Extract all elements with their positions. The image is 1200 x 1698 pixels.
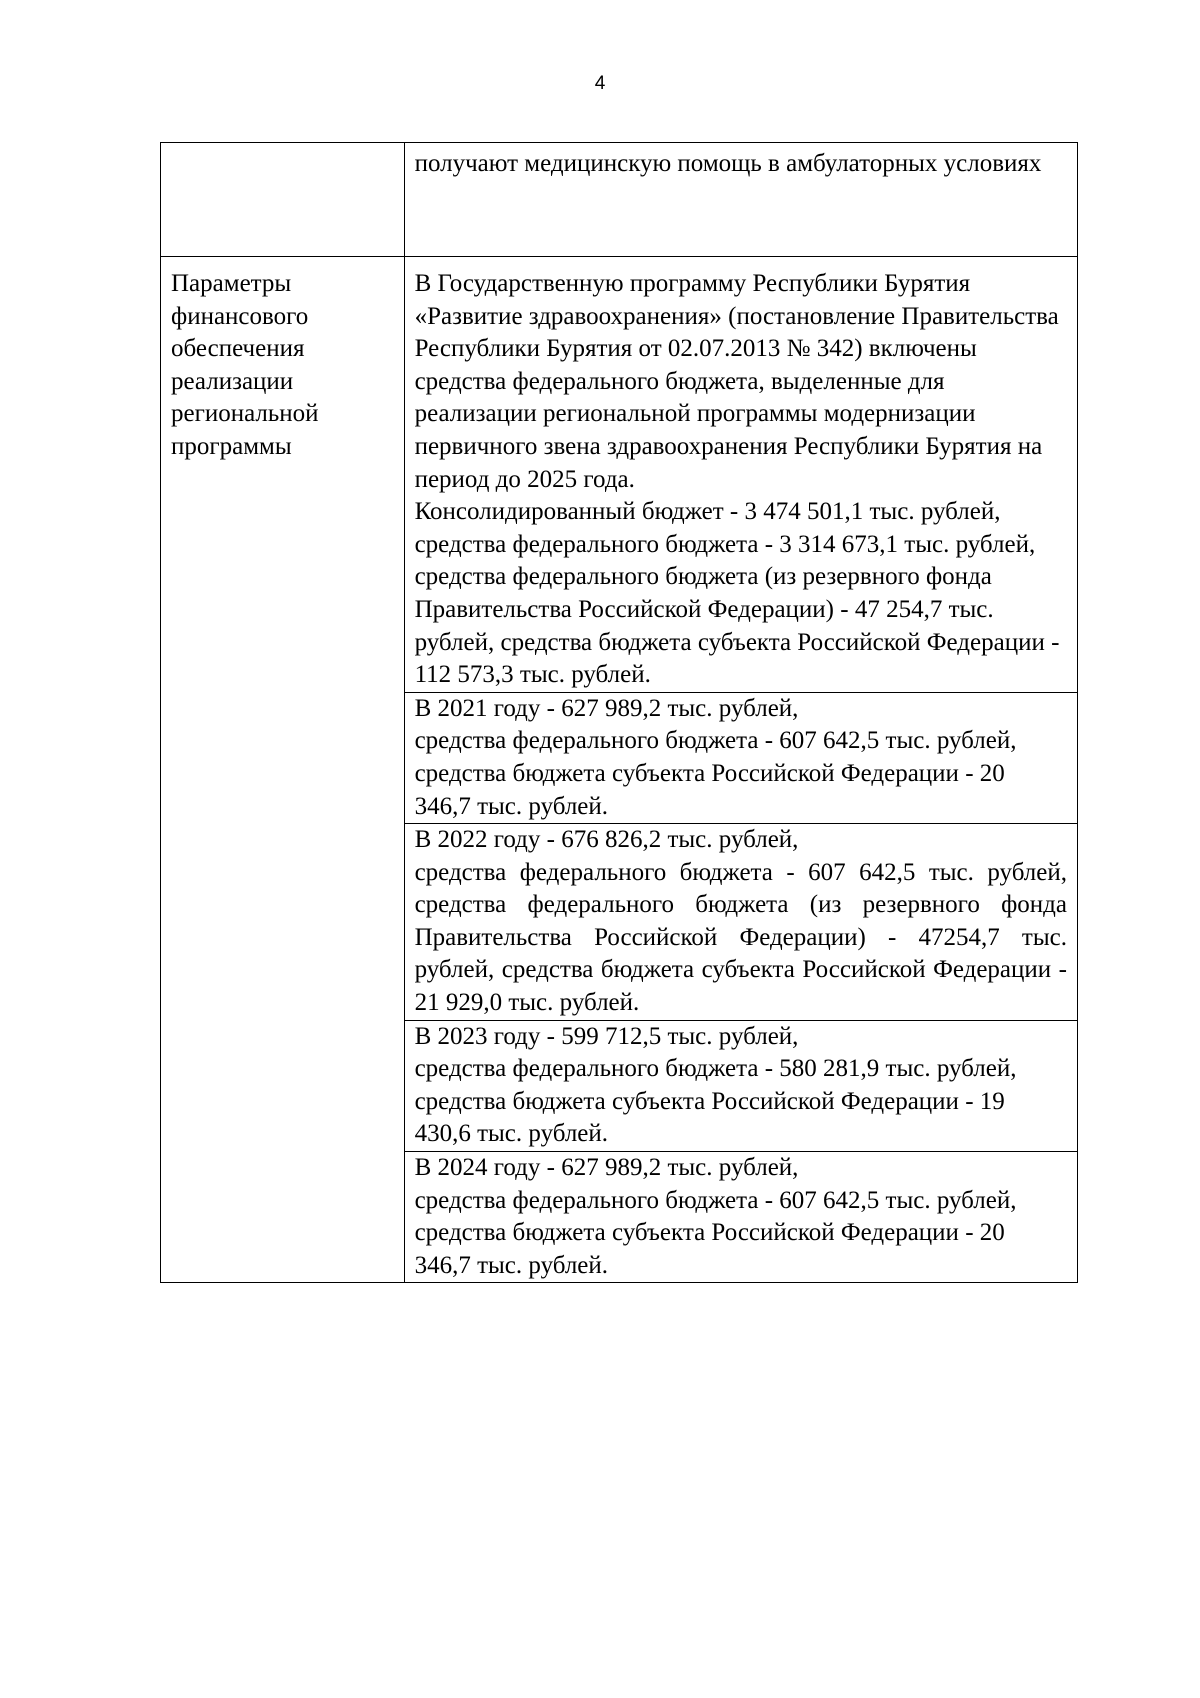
year-2024-total: В 2024 году - 627 989,2 тыс. рублей, <box>414 1154 799 1182</box>
label-line: обеспечения <box>171 335 305 363</box>
year-2021-cell <box>404 692 1077 823</box>
year-2021-total: В 2021 году - 627 989,2 тыс. рублей, <box>414 694 799 722</box>
year-2022-cell <box>404 824 1077 1021</box>
label-line: программы <box>171 432 292 460</box>
label-line: финансового <box>171 302 309 330</box>
program-description: В Государственную программу Республики Бурятия «Развитие здравоохранения» (постановление Правительства Республики Бурятия от 02.07.2013 № 342) включены средства федерального бюджета, выделенные для реализации региональной программы модернизации первичного звена здравоохранения Республики Бурятия на период до 2025 года. <box>414 270 1059 493</box>
year-2023-cell <box>404 1020 1077 1151</box>
label-line: Параметры <box>171 270 292 297</box>
year-2021-regional: средства бюджета субъекта Российской Федерации - 20 346,7 тыс. рублей. <box>414 759 1005 820</box>
label-line: региональной <box>171 400 319 428</box>
year-2022-total: В 2022 году - 676 826,2 тыс. рублей, <box>414 826 799 854</box>
continuation-text: получают медицинскую помощь в амбулаторных условиях <box>414 150 1042 177</box>
content-cell-continuation <box>404 143 1077 257</box>
year-2023-total: В 2023 году - 599 712,5 тыс. рублей, <box>414 1022 799 1050</box>
consolidated-budget: Консолидированный бюджет - 3 474 501,1 тыс. рублей, <box>414 498 1001 526</box>
label-cell-empty <box>161 143 405 257</box>
table-row-continuation <box>161 143 1078 257</box>
year-2023-federal: средства федерального бюджета - 580 281,9 тыс. рублей, <box>414 1055 1017 1083</box>
reserve-and-regional-budget: средства федерального бюджета (из резервного фонда Правительства Российской Федерации) - 47 254,7 тыс. рублей, средства бюджета субъекта Российской Федерации - 112 573,3 тыс. рублей. <box>414 563 1060 689</box>
financing-label-cell <box>161 257 405 1283</box>
year-2023-regional: средства бюджета субъекта Российской Федерации - 19 430,6 тыс. рублей. <box>414 1087 1005 1148</box>
program-passport-table <box>160 142 1078 1283</box>
financing-summary-cell <box>404 257 1077 693</box>
table-row-financing <box>161 257 1078 693</box>
year-2022-details: средства федерального бюджета - 607 642,5 тыс. рублей, средства федерального бюджета (из резервного фонда Правительства Российской Федерации) - 47254,7 тыс. рублей, средства бюджета субъекта Российской Федерации - 21 929,0 тыс. рублей. <box>414 858 1067 1017</box>
year-2021-federal: средства федерального бюджета - 607 642,5 тыс. рублей, <box>414 727 1017 755</box>
label-line: реализации <box>171 367 294 395</box>
year-2024-regional: средства бюджета субъекта Российской Федерации - 20 346,7 тыс. рублей. <box>414 1219 1005 1279</box>
year-2024-cell <box>404 1152 1077 1283</box>
page-number: 4 <box>594 73 606 94</box>
year-2024-federal: средства федерального бюджета - 607 642,5 тыс. рублей, <box>414 1186 1017 1214</box>
federal-budget: средства федерального бюджета - 3 314 673,1 тыс. рублей, <box>414 530 1036 558</box>
